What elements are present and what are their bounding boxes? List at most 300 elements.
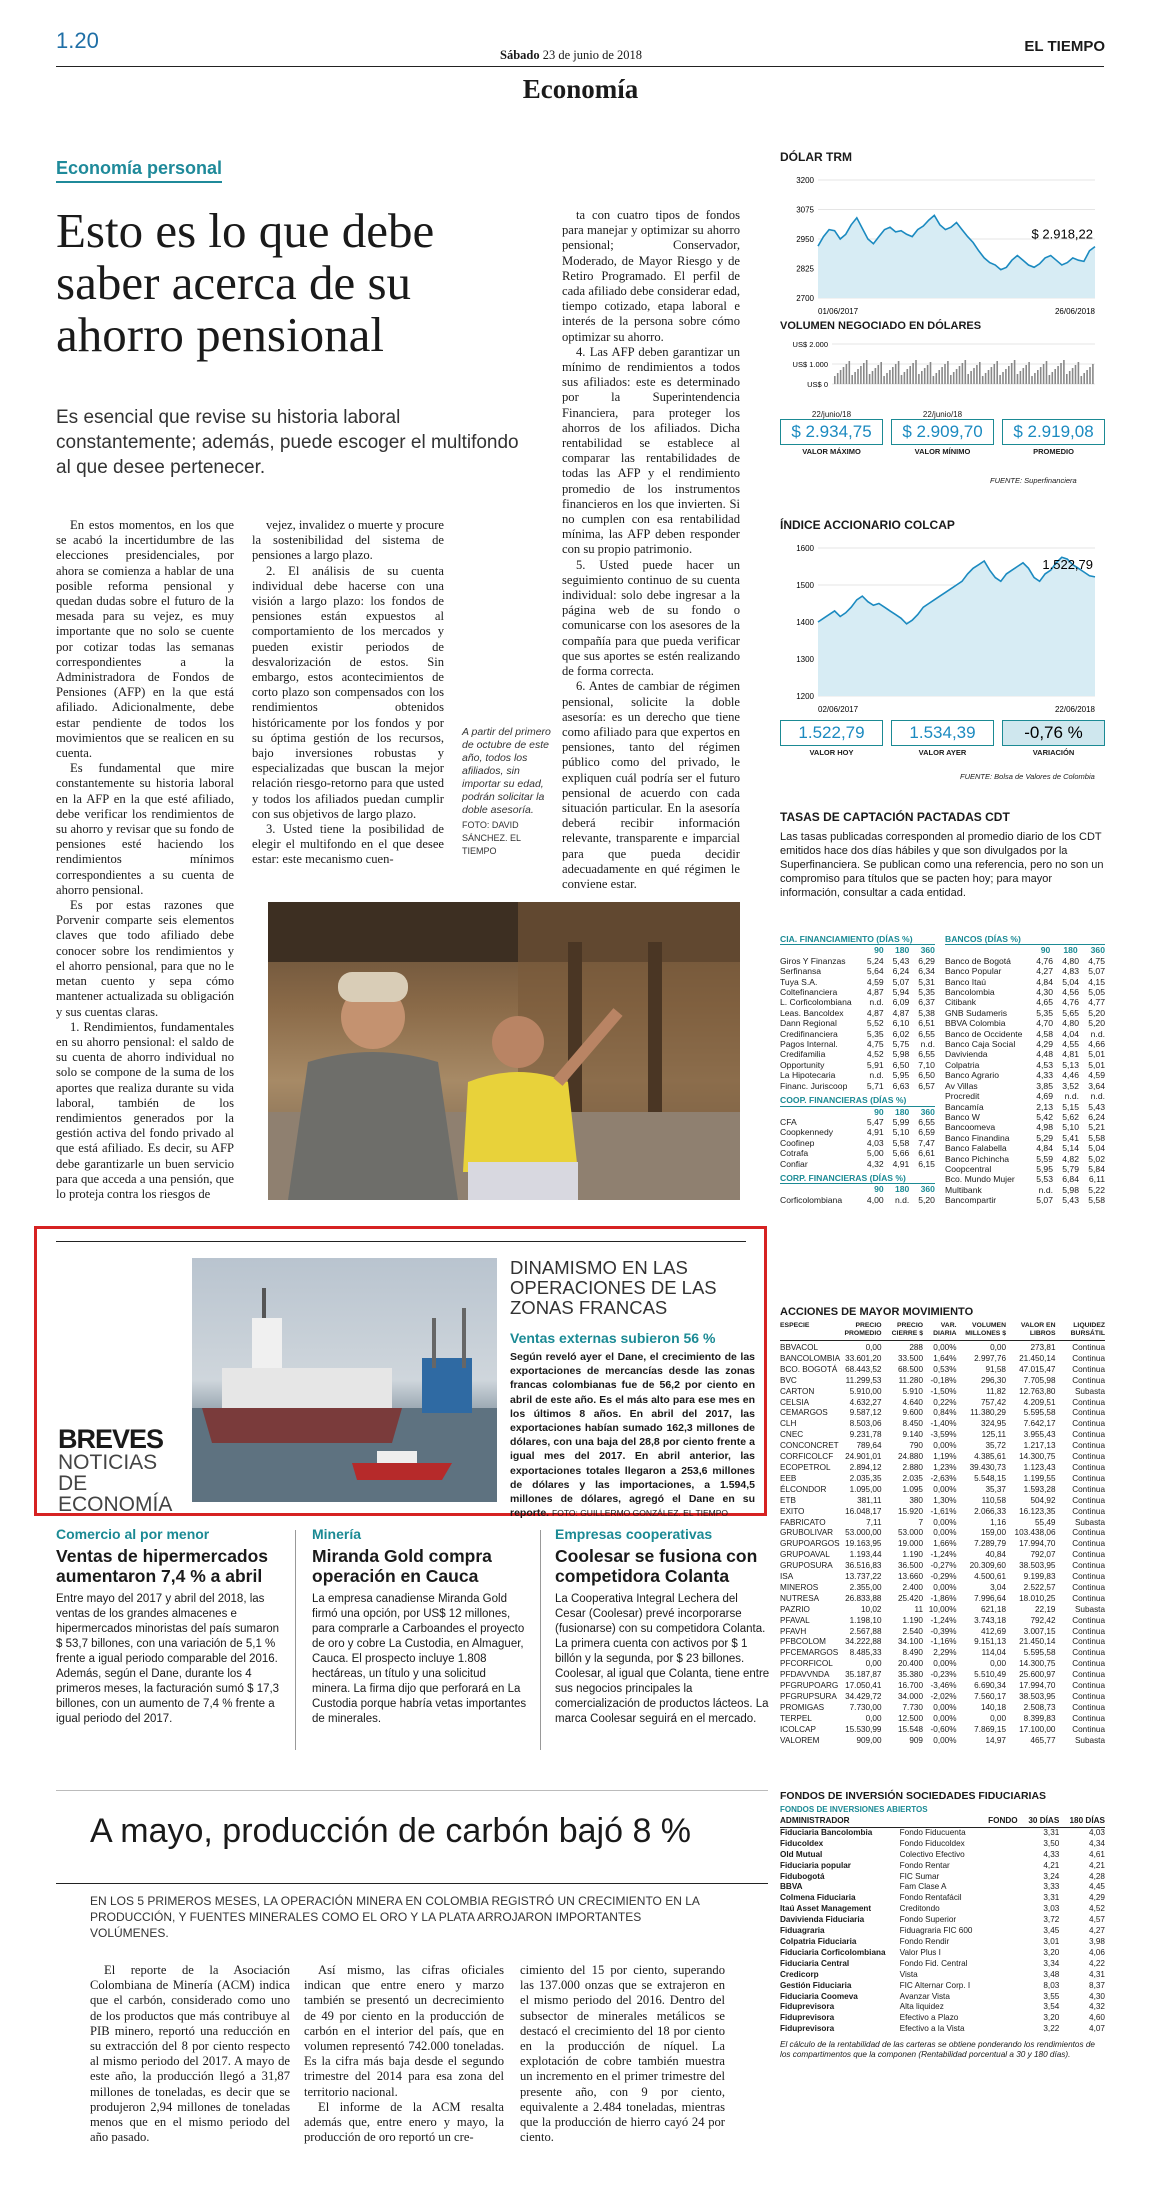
table-cell: GRUPOARGOS [780, 1539, 840, 1549]
table-cell: 3,04 [990, 1582, 1006, 1592]
table-cell: Fondo Fid. Central [899, 1958, 968, 1968]
table-cell: 4,27 [1036, 966, 1053, 977]
colcap-title: ÍNDICE ACCIONARIO COLCAP [780, 518, 955, 532]
table-cell: 5,24 [866, 955, 884, 966]
table-cell: Credifamilia [780, 1049, 826, 1060]
tick-label: 3075 [796, 205, 814, 215]
volume-bar [1037, 370, 1039, 384]
table-row [945, 1039, 1105, 1049]
table-cell: Continua [1072, 1659, 1105, 1669]
table-cell: Continua [1072, 1353, 1105, 1363]
table-row [780, 1725, 1105, 1736]
table-cell: 47.015,47 [1019, 1364, 1056, 1374]
photo-elders [268, 902, 740, 1200]
table-row [780, 1474, 1105, 1485]
table-cell: 2,29% [933, 1648, 957, 1658]
table-cell: -1,86% [930, 1593, 957, 1603]
table-cell: Bancolombia [945, 987, 995, 998]
table-cell: 3,31 [1043, 1827, 1060, 1837]
table-cell: Continua [1072, 1430, 1105, 1440]
volume-chart [780, 336, 1105, 394]
volume-bar [1057, 366, 1059, 384]
table-row [945, 1143, 1105, 1153]
table-cell: 13.737,22 [845, 1572, 882, 1582]
table-cell: 90 [1040, 945, 1051, 956]
volume-bar [982, 376, 984, 384]
table-cell: 3.955,43 [1023, 1430, 1056, 1440]
table-row [780, 977, 935, 987]
table-cell: 6,55 [918, 1116, 935, 1127]
table-row [780, 1736, 1105, 1747]
table-row [780, 1008, 935, 1018]
table-row [780, 2024, 1105, 2035]
short-3 [555, 1526, 770, 1727]
table-row [780, 1970, 1105, 1981]
table-cell: 14,97 [985, 1735, 1006, 1745]
table-cell: CLH [780, 1419, 797, 1429]
volume-bar [907, 369, 909, 384]
paper-name: EL TIEMPO [1024, 38, 1105, 55]
volume-bar [1052, 372, 1054, 384]
table-cell: 6,10 [892, 1018, 910, 1029]
table-cell: 5,10 [892, 1127, 910, 1138]
table-cell: 2.997,76 [974, 1353, 1006, 1363]
short-body: La empresa canadiense Miranda Gold firmó una opción, por US$ 12 millones, para comprarle a Carboandes el proyecto de oro y cobre La Custodia, en Almaguer, Cauca. El prospecto incluye 1.808 hectáreas, un título y una solicitud minera. La firma dijo que perforará en La Custodia porque habría vetas importantes de minerales. [312, 1593, 527, 1725]
main-photo [268, 902, 740, 1200]
table-cell: 3,52 [1062, 1080, 1079, 1091]
table-cell: 4,59 [1088, 1070, 1105, 1081]
volume-bar [1023, 368, 1025, 384]
table-cell: 35.380 [897, 1670, 923, 1680]
table-cell: 159,00 [980, 1528, 1006, 1538]
table-cell: 5,13 [1062, 1059, 1079, 1070]
last-value: 1.522,79 [1042, 556, 1093, 572]
volume-bar [999, 375, 1001, 384]
short-divider [295, 1530, 296, 1750]
table-cell: 5,43 [1062, 1195, 1079, 1206]
table-cell: 0,00% [933, 1702, 957, 1712]
table-cell: 21.450,14 [1019, 1637, 1056, 1647]
breves-rule [56, 1241, 746, 1242]
table-cell [945, 945, 1023, 955]
table-cell: 4.385,61 [974, 1452, 1006, 1462]
table-cell: 3,72 [1043, 1915, 1060, 1925]
volume-bar [840, 370, 842, 384]
volume-bar [1028, 362, 1030, 384]
carbon-col-3 [520, 1963, 725, 2145]
table-cell: Continua [1072, 1539, 1105, 1549]
table-cell: 35.187,87 [845, 1670, 882, 1680]
days-header [780, 945, 935, 955]
table-cell: PFAVH [780, 1626, 807, 1636]
table-cell: Colectivo Efectivo [899, 1849, 965, 1859]
table-cell: 4,70 [1036, 1018, 1053, 1029]
volume-bar [912, 363, 914, 384]
volume-bar [901, 375, 903, 384]
volume-bar [866, 360, 868, 384]
table-cell: 5,66 [892, 1148, 910, 1159]
table-cell: 3,20 [1043, 2013, 1060, 2023]
carbon-rule [56, 1883, 768, 1884]
table-cell: 1.190 [902, 1615, 923, 1625]
table-cell: 7.705,98 [1023, 1375, 1056, 1385]
main-col-2 [252, 518, 444, 868]
table-cell: Continua [1072, 1615, 1105, 1625]
table-cell: n.d. [1064, 1091, 1079, 1102]
table-cell: 9.600 [902, 1408, 923, 1418]
table-cell: 2,13 [1036, 1101, 1053, 1112]
tick-label: 1400 [796, 618, 814, 627]
volume-bar [979, 362, 981, 384]
table-cell: 757,42 [980, 1397, 1006, 1407]
table-cell: -0,39% [930, 1626, 957, 1636]
table-row [780, 1839, 1105, 1850]
carbon-headline: A mayo, producción de carbón bajó 8 % [90, 1812, 692, 1850]
table-cell: 4,91 [892, 1158, 910, 1169]
table-cell: 5,59 [1036, 1153, 1053, 1164]
table-cell: Continua [1072, 1637, 1105, 1647]
table-cell: Coltefinanciera [780, 987, 838, 998]
volume-bar [1049, 375, 1051, 384]
table-cell: CNEC [780, 1430, 804, 1440]
paragraph: 4. Las AFP deben garantizar un mínimo de rendimientos a todos sus afiliados: este es determinado por la Superintendencia Financiera, para proteger los ahorros de los afiliados. Dicha rentabilidad se establece al comparar las rentabilidades de todas las AFP y el rendimiento promedio de los instrumentos financieros en los que invierten. Si no cumplen con esa rentabilidad mínima, las AFP deben responder con su propio patrimonio. [562, 344, 740, 557]
table-cell: Dann Regional [780, 1018, 837, 1029]
photo-ship [192, 1258, 497, 1502]
table-cell: 11 [914, 1604, 923, 1614]
table-cell: 0,00% [933, 1517, 957, 1527]
breves-body-text: Según reveló ayer el Dane, el crecimiento de las exportaciones de mercancías desde las zonas francas colombianas fue de 56,2 por ciento en abril de este año. Es el más alto para ese mes en los últimos 8 años. En abril del 2017, las exportaciones habían sumado 162,3 millones de dólares, con una baja del 28,8 por ciento frente a igual mes del 2017. En abril anterior, las exportaciones totales llegaron a 253,6 millones de dólares y las importaciones, a 1.594,5 millones de dólares, agregó el Dane en su reporte. [510, 1351, 755, 1520]
table-cell: 5.595,58 [1023, 1648, 1056, 1658]
volume-bar [950, 375, 952, 384]
table-cell: VOLUMEN MILLONES $ [965, 1322, 1006, 1337]
table-row [780, 1018, 935, 1028]
volume-bar [985, 373, 987, 384]
volume-bar [843, 367, 845, 384]
table-cell: -2,02% [930, 1692, 957, 1701]
table-cell: BANCOLOMBIA [780, 1353, 841, 1363]
volume-bar [1017, 374, 1019, 384]
table-cell: Continua [1072, 1670, 1105, 1680]
table-row [780, 1148, 935, 1158]
table-cell [780, 1107, 858, 1117]
table-cell: 5,62 [1062, 1111, 1079, 1122]
table-cell: 6,61 [918, 1148, 935, 1159]
volume-bar [933, 376, 935, 384]
table-cell: 3.007,15 [1023, 1626, 1056, 1636]
page-date [500, 48, 642, 63]
top-rule [56, 66, 1104, 67]
table-row [780, 1550, 1105, 1561]
table-cell: CELSIA [780, 1397, 810, 1407]
table-cell: 1.095 [902, 1484, 923, 1494]
tick-label: US$ 2.000 [792, 340, 828, 349]
table-cell: n.d. [1038, 1184, 1053, 1195]
table-cell: TERPEL [780, 1713, 812, 1723]
table-cell: Old Mutual [780, 1849, 823, 1859]
table-cell: PRECIO PROMEDIO [844, 1322, 882, 1337]
table-cell: 180 [894, 1106, 910, 1117]
table-row [945, 956, 1105, 966]
table-cell: 5.595,58 [1023, 1408, 1056, 1418]
table-cell: 4,46 [1062, 1070, 1079, 1081]
table-cell: PRECIO CIERRE $ [891, 1322, 923, 1337]
table-cell: 4,59 [866, 976, 884, 987]
stat-spacer [1002, 410, 1105, 419]
table-cell: 4,21 [1043, 1860, 1060, 1870]
table-cell: 4,76 [1036, 955, 1053, 966]
table-cell: 5,43 [1088, 1101, 1105, 1112]
table-row [780, 1992, 1105, 2003]
table-cell: ISA [780, 1572, 794, 1582]
table-cell: 33.601,20 [845, 1353, 882, 1363]
table-cell: 2.522,57 [1023, 1582, 1056, 1592]
table-cell: 5,31 [918, 976, 935, 987]
table-cell: 22,19 [1035, 1604, 1056, 1614]
table-row [780, 956, 935, 966]
table-row [780, 1583, 1105, 1594]
table-row [780, 1882, 1105, 1893]
table-cell: 1.199,55 [1023, 1473, 1056, 1483]
table-cell: 33.500 [897, 1353, 923, 1363]
table-cell: 16.700 [897, 1681, 923, 1691]
table-cell: Colpatria Fiduciaria [780, 1936, 857, 1946]
table-cell: 17.994,70 [1019, 1539, 1056, 1549]
table-cell: PFBCOLOM [780, 1637, 826, 1647]
volume-bar [1002, 372, 1004, 384]
table-cell: 180 [894, 1184, 910, 1195]
tick-label: 1300 [796, 655, 814, 664]
table-cell: 5,99 [892, 1116, 910, 1127]
paragraph: Es por estas razones que Porvenir comparte seis elementos claves que todo afiliado debe conocer sobre los rendimientos y el ahorro pensional, para que no le metan cuento y sepa cómo mantener actualizada su obligación y sus cuentas claras. [56, 898, 234, 1019]
table-cell: 5,91 [866, 1059, 884, 1070]
table-cell: Fiduciaria popular [780, 1860, 851, 1870]
table-cell: Colpatria [945, 1059, 980, 1070]
table-row [780, 1365, 1105, 1376]
breves-credit: FOTO: GUILLERMO GONZÁLEZ. EL TIEMPO [552, 1508, 729, 1519]
table-cell: 7.289,79 [974, 1539, 1006, 1549]
table-row [780, 1714, 1105, 1725]
table-cell: 5,35 [1036, 1007, 1053, 1018]
table-cell: FIC Sumar [899, 1871, 940, 1881]
table-row [780, 1703, 1105, 1714]
table-cell: Subasta [1074, 1735, 1105, 1745]
table-cell: Coopkennedy [780, 1127, 834, 1138]
table-cell: 13.660 [897, 1572, 923, 1582]
table-cell: 4,91 [866, 1127, 884, 1138]
table-row [780, 1430, 1105, 1441]
volume-bar [967, 374, 969, 384]
table-cell: Banco Falabella [945, 1143, 1007, 1154]
table-cell: Banco Itaú [945, 976, 987, 987]
table-cell [780, 1184, 858, 1194]
table-cell: BBVACOL [780, 1343, 819, 1352]
table-cell: Continua [1072, 1702, 1105, 1712]
table-cell: 5,22 [1088, 1184, 1105, 1195]
table-row [945, 1029, 1105, 1039]
table-cell: VAR. DIARIA [933, 1322, 957, 1337]
stat-label: VALOR AYER [918, 748, 967, 757]
table-row [945, 1008, 1105, 1018]
table-cell: 4,03 [1089, 1827, 1105, 1837]
table-cell: 1,23% [933, 1462, 957, 1472]
table-cell: Continua [1072, 1408, 1105, 1418]
volume-bar [1034, 373, 1036, 384]
table-cell: 1.593,28 [1023, 1484, 1056, 1494]
table-row [780, 1637, 1105, 1648]
table-cell: Coopcentral [945, 1163, 992, 1174]
stat-date: 22/junio/18 [922, 410, 963, 419]
volume-bar [883, 376, 885, 384]
stat-box [1002, 410, 1105, 456]
table-row [780, 1343, 1105, 1354]
table-cell: 6,02 [892, 1028, 910, 1039]
stat-value: 1.534,39 [891, 720, 994, 746]
table-row [780, 2013, 1105, 2024]
table-row [945, 977, 1105, 987]
table-cell: 5,14 [1062, 1143, 1079, 1154]
table-row [780, 1376, 1105, 1387]
table-cell: 90 [874, 1106, 884, 1117]
table-cell: 34.429,72 [845, 1692, 882, 1701]
table-cell: 5,65 [1062, 1007, 1079, 1018]
short-title: Ventas de hipermercados aumentaron 7,4 % a abril [56, 1546, 269, 1586]
volume-bar [930, 362, 932, 384]
table-cell: 3,01 [1043, 1936, 1060, 1946]
table-cell: 5,58 [1088, 1132, 1105, 1143]
table-cell: 1,64% [933, 1353, 957, 1363]
short-kicker: Empresas cooperativas [555, 1526, 713, 1542]
table-cell: Bco. Mundo Mujer [945, 1174, 1015, 1185]
table-cell: 6,51 [918, 1018, 935, 1029]
short-divider [540, 1530, 541, 1750]
table-cell: 4,98 [1036, 1122, 1053, 1133]
table-cell: 4,57 [1089, 1915, 1105, 1925]
caption-text: A partir del primero de octubre de este año, todos los afiliados, sin importar su edad, podrán solicitar la doble asesoría. [462, 726, 551, 816]
table-cell: -1,40% [930, 1419, 957, 1429]
table-cell: CONCONCRET [780, 1441, 839, 1451]
table-cell: 4,29 [1089, 1893, 1105, 1903]
table-cell: 7.996,64 [974, 1593, 1006, 1603]
table-cell: 4,33 [1043, 1849, 1060, 1859]
table-cell: 6,11 [1088, 1174, 1105, 1185]
table-cell: Banco Popular [945, 966, 1002, 977]
table-cell: PFDAVVNDA [780, 1670, 830, 1680]
table-row [780, 1872, 1105, 1883]
table-cell: BCO. BOGOTÁ [780, 1364, 838, 1374]
last-value: $ 2.918,22 [1031, 226, 1093, 242]
group-header: CORP. FINANCIERAS (DÍAS %) [780, 1173, 935, 1184]
volume-bar [1025, 365, 1027, 384]
table-cell: 16.048,17 [845, 1506, 882, 1516]
table-cell: 5,01 [1088, 1059, 1105, 1070]
table-cell: 0,53% [933, 1364, 957, 1374]
table-cell: 6.690,34 [974, 1681, 1006, 1691]
table-row [945, 1060, 1105, 1070]
table-cell: 14.300,75 [1019, 1659, 1056, 1669]
table-row [945, 966, 1105, 976]
carbon-col-2 [304, 1963, 504, 2145]
table-cell: 5,58 [1088, 1195, 1105, 1206]
table-cell: 4,80 [1062, 1018, 1079, 1029]
volume-bar [976, 365, 978, 384]
table-row [945, 1133, 1105, 1143]
table-cell: 4,32 [1089, 2002, 1105, 2012]
table-cell: 4,60 [1089, 2013, 1105, 2023]
table-cell: 1.190 [902, 1550, 923, 1560]
table-cell: Fiduciaria Corficolombiana [780, 1947, 886, 1957]
table-cell: BBVA Colombia [945, 1018, 1006, 1029]
table-cell: -3,46% [930, 1681, 957, 1691]
table-cell: 5,95 [892, 1070, 910, 1081]
table-cell: n.d. [1090, 1028, 1105, 1039]
table-cell: 3,45 [1043, 1926, 1060, 1936]
table-cell: Credifinanciera [780, 1028, 838, 1039]
tick-label: 2825 [796, 264, 814, 274]
table-cell: 6,63 [892, 1080, 910, 1091]
table-cell: 4,76 [1062, 997, 1079, 1008]
breves-subhead: Ventas externas subieron 56 % [510, 1330, 716, 1346]
table-cell: 24.901,01 [845, 1452, 882, 1462]
table-row [780, 1850, 1105, 1861]
table-cell: Leas. Bancoldex [780, 1007, 844, 1018]
table-cell: 4.632,27 [849, 1397, 882, 1407]
table-row [780, 1828, 1105, 1839]
table-cell: 5,21 [1088, 1122, 1105, 1133]
volume-bar [1069, 371, 1071, 384]
short-title: Miranda Gold compra operación en Cauca [312, 1546, 492, 1586]
table-cell: 2.355,00 [849, 1582, 882, 1592]
table-cell: 4,33 [1036, 1070, 1053, 1081]
table-cell: 4,75 [1088, 955, 1105, 966]
table-row [780, 1948, 1105, 1959]
table-cell: 2.035 [902, 1473, 923, 1483]
table-cell: 6,34 [918, 966, 935, 977]
paragraph: vejez, invalidez o muerte y procure la sostenibilidad del sistema de pensiones a largo plazo. [252, 518, 444, 563]
table-header [780, 1816, 1105, 1828]
table-cell: PROMIGAS [780, 1702, 825, 1712]
table-cell: 35,37 [985, 1484, 1006, 1494]
table-cell: 8.503,06 [849, 1419, 882, 1429]
table-cell: 4,32 [866, 1158, 884, 1169]
volume-bar [834, 376, 836, 384]
table-cell: 15.530,99 [845, 1724, 882, 1734]
table-cell: 4,30 [1089, 1991, 1105, 2001]
volume-bar [846, 364, 848, 384]
table-cell: 0,00% [933, 1713, 957, 1723]
table-cell: 3.743,18 [974, 1615, 1006, 1625]
table-cell: -1,24% [930, 1550, 957, 1560]
table-cell: Continua [1072, 1506, 1105, 1516]
volume-bar [1060, 363, 1062, 384]
table-cell: 2.540 [902, 1626, 923, 1636]
table-cell: 5,42 [1036, 1111, 1053, 1122]
table-cell: Continua [1072, 1419, 1105, 1429]
short-1 [56, 1526, 281, 1727]
stat-date: 22/junio/18 [811, 410, 852, 419]
table-cell: 4,66 [1088, 1039, 1105, 1050]
table-cell: Continua [1072, 1397, 1105, 1407]
volume-bar [953, 372, 955, 384]
table-row [945, 1070, 1105, 1080]
table-cell: 9.140 [902, 1430, 923, 1440]
stat-label: VALOR HOY [809, 748, 854, 757]
table-cell: 4,06 [1089, 1947, 1105, 1957]
volume-bar [921, 371, 923, 384]
table-cell: 0,00% [933, 1582, 957, 1592]
table-cell: Continua [1072, 1593, 1105, 1603]
table-cell: 360 [920, 1106, 935, 1117]
table-cell: 11.380,29 [970, 1408, 1006, 1418]
